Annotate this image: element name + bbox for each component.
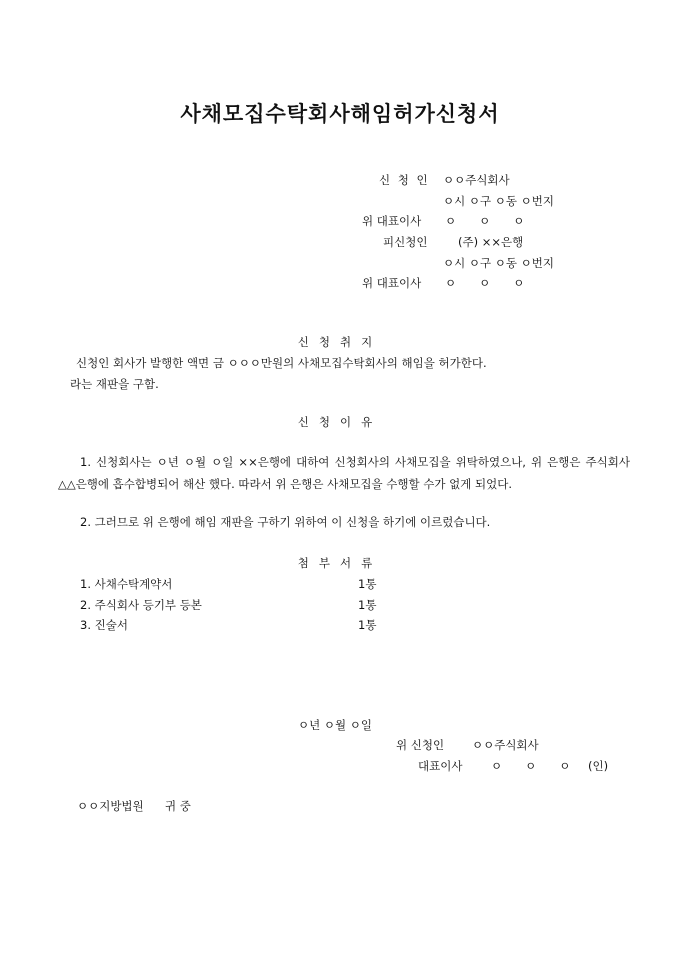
reason-item-2: 2. 그러므로 위 은행에 해임 재판을 구하기 위하여 이 신청을 하기에 이르렀습니다. [80, 515, 491, 529]
attachment-qty-1: 1통 [358, 577, 377, 591]
applicant-name: ㅇㅇ주식회사 [443, 173, 510, 187]
seal-mark: (인) [588, 759, 609, 773]
filing-date: ㅇ년 ㅇ월 ㅇ일 [298, 718, 372, 732]
reasons-heading: 신청이유 [297, 415, 383, 429]
court-honorific: 귀 중 [165, 799, 191, 813]
footer-rep-label: 대표이사 [418, 759, 463, 773]
attachment-name-1: 1. 사채수탁계약서 [80, 577, 173, 591]
respondent-rep-name: ㅇ ㅇ ㅇ [445, 276, 525, 290]
footer-signer-label: 위 신청인 [396, 738, 445, 752]
footer-rep-name: ㅇ ㅇ ㅇ [491, 759, 571, 773]
respondent-name: (주) ××은행 [458, 235, 524, 249]
attachment-qty-3: 1통 [358, 618, 377, 632]
attachment-qty-2: 1통 [358, 598, 377, 612]
purpose-heading: 신청취지 [297, 335, 383, 349]
purpose-line-1: 신청인 회사가 발행한 액면 금 ㅇㅇㅇ만원의 사채모집수탁회사의 해임을 허가한다. [76, 356, 487, 370]
applicant-rep-label: 위 대표이사 [362, 214, 422, 228]
reason-item-1: 1. 신청회사는 ㅇ년 ㅇ월 ㅇ일 ××은행에 대하여 신청회사의 사채모집을 위탁하였으나, 위 은행은 주식회사 △△은행에 흡수합병되어 해산 했다. 따라서 위 은행은 사채모집을 수행할 수가 없게 되었다. [58, 455, 630, 491]
attachments-heading: 첨부서류 [297, 556, 383, 570]
respondent-rep-label: 위 대표이사 [362, 276, 422, 290]
applicant-rep-name: ㅇ ㅇ ㅇ [445, 214, 525, 228]
document-title: 사채모집수탁회사해임허가신청서 [180, 101, 500, 126]
footer-signer-name: ㅇㅇ주식회사 [472, 738, 539, 752]
attachment-name-3: 3. 진술서 [80, 618, 128, 632]
applicant-label: 신 청 인 [379, 173, 430, 187]
attachment-name-2: 2. 주식회사 등기부 등본 [80, 598, 202, 612]
applicant-address: ㅇ시 ㅇ구 ㅇ동 ㅇ번지 [443, 194, 554, 208]
respondent-label: 피신청인 [383, 235, 428, 249]
purpose-line-2: 라는 재판을 구함. [70, 377, 159, 391]
court-name: ㅇㅇ지방법원 [77, 799, 144, 813]
respondent-address: ㅇ시 ㅇ구 ㅇ동 ㅇ번지 [443, 256, 554, 270]
